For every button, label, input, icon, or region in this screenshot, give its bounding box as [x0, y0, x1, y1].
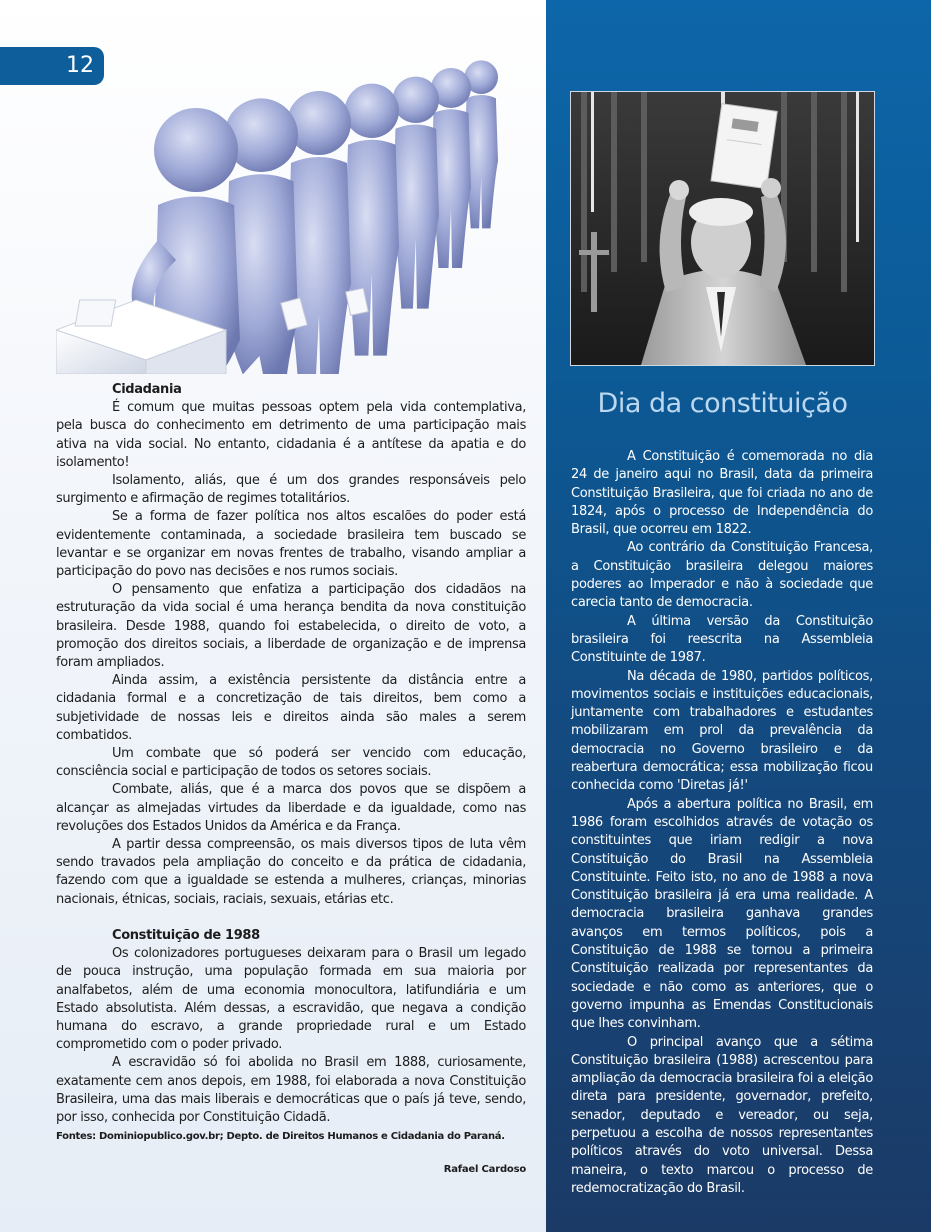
- paragraph: Se a forma de fazer política nos altos escalões do poder está evidentemente contaminada, a sociedade brasileira tem buscado se levantar e se organizar em novas frentes de trabalho, visando ampliar a participação do povo nas decisões e nos rumos sociais.: [56, 509, 526, 580]
- section-heading-cidadania: Cidadania: [112, 382, 182, 397]
- paragraph: Ao contrário da Constituição Francesa, a Constituição brasileira delegou maiores poderes ao Imperador e não à sociedade que carecia tanto de democracia.: [571, 540, 873, 611]
- right-section-title: Dia da constituição: [597, 388, 848, 419]
- paragraph: O pensamento que enfatiza a participação dos cidadãos na estruturação da vida social é uma herança bendita da nova constituição brasileira. Desde 1988, quando foi estabelecida, o direito de voto, a promoção dos direitos sociais, a liberdade de organização e de imprensa foram ampliados.: [56, 582, 526, 671]
- left-article: [56, 381, 526, 1127]
- photo-constitution-raised: [570, 91, 875, 366]
- section-heading-constituicao-1988: Constituição de 1988: [112, 927, 260, 943]
- paragraph: Um combate que só poderá ser vencido com educação, consciência social e participação de todos os setores sociais.: [56, 746, 526, 780]
- paragraph: É comum que muitas pessoas optem pela vida contemplativa, pela busca do conhecimento em detrimento de uma participação mais ativa na vida social. No entanto, cidadania é a antítese da apatia e do isolamento!: [56, 400, 526, 470]
- paragraph: A Constituição é comemorada no dia 24 de janeiro aqui no Brasil, data da primeira Constituição Brasileira, que foi criada no ano de 1824, após o processo de Independência do Brasil, que ocorreu em 1822.: [571, 449, 873, 538]
- paragraph: A escravidão só foi abolida no Brasil em 1888, curiosamente, exatamente cem anos depois, em 1988, foi elaborada a nova Constituição Brasileira, uma das mais liberais e democráticas que o país já teve, sendo, por isso, conhecida por Constituição Cidadã.: [56, 1055, 526, 1125]
- right-article: [571, 448, 873, 1198]
- paragraph: A partir dessa compreensão, os mais diversos tipos de luta vêm sendo travados pela ampliação do conceito e da prática de cidadania, fazendo com que a igualdade se estenda a mulheres, crianças, minorias nacionais, étnicas, sociais, raciais, sexuais, etárias etc.: [56, 837, 526, 907]
- paragraph: Após a abertura política no Brasil, em 1986 foram escolhidos através de votação os constituintes que iriam redigir a nova Constituição do Brasil na Assembleia Constituinte. Feito isto, no ano de 1988 a nova Constituição brasileira já era uma realidade. A democracia brasileira ganhava grandes avanços em termos políticos, pois a Constituição de 1988 se tornou a primeira Constituição realizada por representantes da sociedade e não como as anteriores, que o governo impunha as Emendas Constitucionais que lhes convinham.: [571, 796, 873, 1032]
- paragraph: Isolamento, aliás, que é um dos grandes responsáveis pelo surgimento e afirmação de regimes totalitários.: [56, 473, 526, 507]
- paragraph: A última versão da Constituição brasileira foi reescrita na Assembleia Constituinte de 1987.: [571, 613, 873, 666]
- section-spacer: [56, 909, 526, 927]
- sources-note: Fontes: Dominiopublico.gov.br; Depto. de Direitos Humanos e Cidadania do Paraná.: [56, 1131, 505, 1142]
- voting-queue-illustration: [56, 60, 516, 374]
- paragraph: O principal avanço que a sétima Constituição brasileira (1988) acrescentou para ampliação da democracia brasileira foi a eleição direta para presidente, governador, prefeito, senador, deputado e vereador, ou seja, perpetuou a escolha de nossos representantes políticos através do voto universal. Dessa maneira, o texto marcou o processo de redemocratização do Brasil.: [571, 1034, 873, 1196]
- paragraph: Os colonizadores portugueses deixaram para o Brasil um legado de pouca instrução, uma população formada em sua maioria por analfabetos, além de uma economia monocultora, latifundiária e um Estado absolutista. Além dessas, a escravidão, que negava a condição humana do escravo, a grande propriedade rural e um Estado comprometido com o poder privado.: [56, 946, 526, 1053]
- page-number: 12: [66, 53, 94, 78]
- paragraph: Combate, aliás, que é a marca dos povos que se dispõem a alcançar as almejadas virtudes da liberdade e da igualdade, como nas revoluções dos Estados Unidos da América e da França.: [56, 782, 526, 834]
- paragraph: Na década de 1980, partidos políticos, movimentos sociais e instituições educacionais, juntamente com trabalhadores e estudantes mobilizaram em prol da prevalência da democracia no Governo brasileiro e da reabertura democrática; essa mobilização ficou conhecida como 'Diretas já!': [571, 668, 873, 794]
- paragraph: Ainda assim, a existência persistente da distância entre a cidadania formal e a concretização de tais direitos, bem como a subjetividade de nossas leis e direitos ainda são males a serem combatidos.: [56, 673, 526, 743]
- author-name: Rafael Cardoso: [443, 1164, 526, 1175]
